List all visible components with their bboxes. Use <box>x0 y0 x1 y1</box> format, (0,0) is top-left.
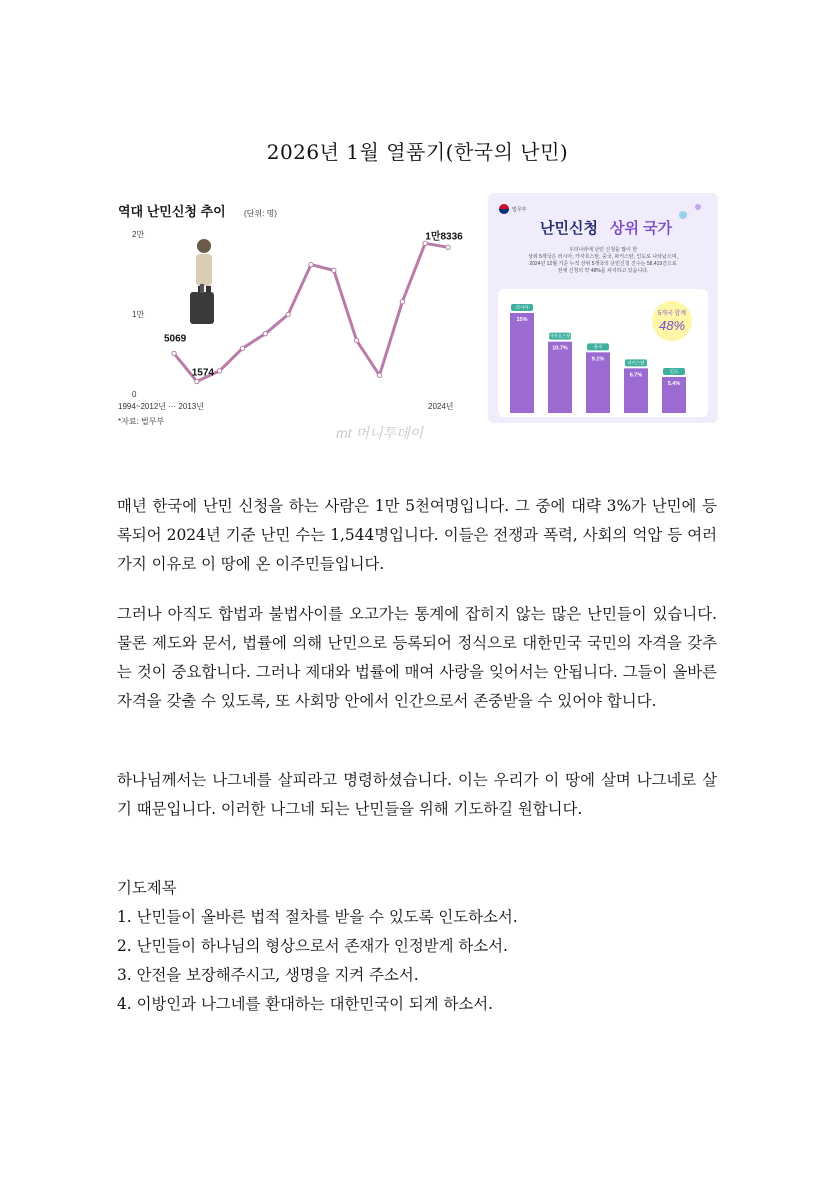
trend-chart-unit: (단위: 명) <box>244 209 277 218</box>
desc-line-3: 2024년 12월 기준 누적 상위 5개국의 난민신청 건수는 58,419건으로 <box>529 261 677 267</box>
y-tick-label: 0 <box>132 390 137 399</box>
trend-chart-title: 역대 난민신청 추이 <box>118 204 226 219</box>
data-point <box>400 299 404 303</box>
data-point <box>195 379 199 383</box>
country-label: 카자흐스탄 <box>549 333 571 339</box>
x-tick-end: 2024년 <box>428 402 454 411</box>
country-value: 15% <box>516 317 528 323</box>
location-pin-icon <box>679 211 687 219</box>
ministry-name: 법무부 <box>512 207 527 213</box>
location-pin-icon-2 <box>695 204 701 210</box>
badge-caption: 5개국 합계 <box>657 311 687 317</box>
data-label: 1574 <box>191 367 214 379</box>
country-label: 러시아 <box>515 305 529 310</box>
data-point <box>446 245 450 249</box>
data-point <box>309 262 313 266</box>
data-point <box>240 346 244 350</box>
prayer-item-4: 4. 이방인과 나그네를 환대하는 대한민국이 되게 하소서. <box>117 995 494 1013</box>
data-label: 1만8336 <box>425 231 463 243</box>
y-tick-label: 2만 <box>132 230 145 239</box>
prayer-item-2: 2. 난민들이 하나님의 형상으로서 존재가 인정받게 하소서. <box>117 937 508 955</box>
country-label: 파키스탄 <box>627 360 645 366</box>
prayer-item-3: 3. 안전을 보장해주시고, 생명을 지켜 주소서. <box>117 966 419 984</box>
prayer-item-1: 1. 난민들이 올바른 법적 절차를 받을 수 있도록 인도하소서. <box>117 908 518 926</box>
paragraph-3: 하나님께서는 나그네를 살피라고 명령하셨습니다. 이는 우리가 이 땅에 살며 나그네로 살기 때문입니다. 이러한 나그네 되는 난민들을 위해 기도하길 원합니다. <box>117 771 717 818</box>
data-point <box>263 331 267 335</box>
desc-line-4: 전체 신청의 약 48%를 차지하고 있습니다. <box>557 268 649 274</box>
trend-chart-source: *자료: 법무부 <box>118 417 165 426</box>
data-point <box>377 373 381 377</box>
traveler-illustration <box>190 239 214 324</box>
badge-value: 48% <box>658 318 686 333</box>
data-label: 5069 <box>164 333 187 345</box>
x-tick-start: 1994~2012년 ··· 2013년 <box>118 402 204 411</box>
country-bar <box>548 342 572 413</box>
desc-line-1: 우리나라에 난민 신청을 많이 한 <box>568 247 638 253</box>
prayer-list <box>117 874 717 1019</box>
paragraph-1: 매년 한국에 난민 신청을 하는 사람은 1만 5천여명입니다. 그 중에 대략 3%가 난민에 등록되어 2024년 기준 난민 수는 1,544명입니다. 이들은 전쟁과 폭력, 사회의 억압 등 여러가지 이유로 이 땅에 온 이주민들입니다. <box>117 497 717 573</box>
data-point <box>286 312 290 316</box>
watermark-logo: mt 머니투데이 <box>336 425 424 441</box>
infographic-title-part1: 난민신청 <box>540 220 598 237</box>
country-value: 10.7% <box>552 345 568 352</box>
top-countries-infographic <box>488 193 718 423</box>
top-countries-svg <box>488 193 718 423</box>
data-point <box>217 369 221 373</box>
refugee-application-trend-chart <box>118 198 470 444</box>
page-title: 2026년 1월 열품기(한국의 난민) <box>266 140 569 164</box>
prayer-heading: 기도제목 <box>117 879 177 897</box>
infographic-title-part2: 상위 국가 <box>610 220 673 237</box>
trend-chart-axes <box>132 229 144 399</box>
data-point <box>354 338 358 342</box>
paragraph-2: 그러나 아직도 합법과 불법사이를 오고가는 통계에 잡히지 않는 많은 난민들이 있습니다. 물론 제도와 문서, 법률에 의해 난민으로 등록되어 정식으로 대한민국 국민의 자격을 갖추는 것이 중요합니다. 그러나 제대와 법률에 매여 사랑을 잊어서는 안됩니다. 그들이 올바른 자격을 갖출 수 있도록, 또 사회망 안에서 인간으로서 존중받을 수 있어야 합니다. <box>117 605 717 710</box>
country-value: 6.7% <box>629 372 643 379</box>
y-tick-label: 1만 <box>132 310 145 319</box>
country-bar <box>510 313 534 413</box>
trend-chart-svg <box>118 198 470 444</box>
data-point <box>172 351 176 355</box>
country-label: 중국 <box>593 344 603 350</box>
data-point <box>332 268 336 272</box>
desc-line-2: 상위 5개국은 러시아, 카자흐스탄, 중국, 파키스탄, 인도로 나타났으며, <box>528 254 678 260</box>
country-value: 5.4% <box>667 381 681 387</box>
country-value: 9.1% <box>591 356 605 363</box>
country-label: 인도 <box>669 369 679 374</box>
